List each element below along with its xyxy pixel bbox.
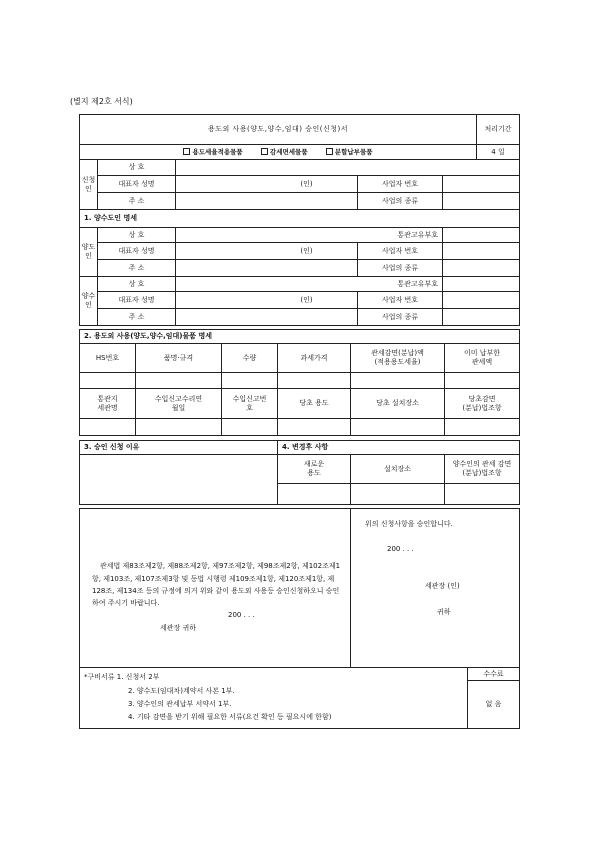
checkbox-option[interactable]: 분할납부물품 — [326, 148, 373, 156]
header-hs-code: HS번호 — [80, 344, 136, 373]
label-trade-name: 상 호 — [98, 228, 176, 243]
request-block — [80, 509, 351, 668]
transferor-address-field[interactable] — [176, 260, 358, 277]
label-business-type: 사업의 종류 — [358, 260, 443, 277]
checkbox-icon[interactable] — [183, 148, 190, 155]
customs-office-field[interactable] — [80, 419, 136, 436]
original-law-field[interactable] — [445, 419, 520, 436]
applicant-trade-name-field[interactable] — [176, 160, 520, 176]
parties-table — [79, 159, 520, 326]
section34-table — [79, 440, 520, 505]
declaration-no-field[interactable] — [222, 419, 278, 436]
section1-heading: 1. 양수도인 명세 — [80, 210, 520, 228]
header-original-law: 당초감면 (분납)법조항 — [445, 389, 520, 419]
header-declaration-no: 수입신고번 호 — [222, 389, 278, 419]
item-spec-field[interactable] — [136, 373, 222, 389]
processing-days: 4 일 — [477, 145, 520, 160]
label-business-no: 사업자 번호 — [358, 243, 443, 260]
documents-table — [79, 667, 520, 729]
section2-heading: 2. 용도외 사용(양도,양수,임대)물품 명세 — [80, 330, 520, 344]
header-new-use: 새로운 용도 — [278, 455, 351, 484]
label-business-no: 사업자 번호 — [358, 292, 443, 309]
form-number: (별지 제2호 서식) — [70, 97, 133, 106]
section3-heading: 3. 승인 신청 이유 — [80, 441, 278, 455]
applicant-business-type-field[interactable] — [443, 193, 520, 210]
applicant-representative-field[interactable] — [176, 176, 358, 193]
applicant-business-no-field[interactable] — [443, 176, 520, 193]
checkbox-row — [80, 145, 477, 160]
request-date: 200 . . . — [228, 611, 255, 620]
transferee-address-field[interactable] — [176, 309, 358, 326]
label-business-no: 사업자 번호 — [358, 176, 443, 193]
acceptance-date-field[interactable] — [136, 419, 222, 436]
transferee-label: 양수인 — [80, 277, 98, 326]
approval-text: 위의 신청사항을 승인합니다. — [365, 520, 453, 528]
approval-date: 200 . . . — [387, 545, 414, 554]
request-table — [79, 508, 520, 668]
quantity-field[interactable] — [222, 373, 278, 389]
taxable-value-field[interactable] — [278, 373, 351, 389]
header-item-spec: 품명·규격 — [136, 344, 222, 373]
header-reduction-amount: 관세감면(분납)액 (적용용도세율) — [351, 344, 445, 373]
section2-table — [79, 329, 520, 436]
approval-addressee: 귀하 — [437, 607, 451, 616]
document-item: 3. 양수인의 관세납부 서약서 1부. — [128, 700, 232, 708]
header-taxable-value: 과세가격 — [278, 344, 351, 373]
checkbox-option[interactable]: 용도세율적용물품 — [183, 148, 242, 156]
label-address: 주 소 — [98, 260, 176, 277]
transferor-representative-field[interactable] — [176, 243, 358, 260]
label-business-type: 사업의 종류 — [358, 309, 443, 326]
header-customs-office: 통관지 세관명 — [80, 389, 136, 419]
transferee-customs-no-field[interactable] — [443, 277, 520, 292]
reason-field[interactable] — [80, 455, 278, 505]
processing-label: 처리기간 — [477, 115, 520, 145]
transferor-business-no-field[interactable] — [443, 243, 520, 260]
header-original-location: 당초 설치장소 — [351, 389, 445, 419]
seal-mark: (인) — [300, 179, 313, 188]
hs-code-field[interactable] — [80, 373, 136, 389]
label-address: 주 소 — [98, 309, 176, 326]
document-item: 2. 양수도(임대차)계약서 사본 1부. — [128, 686, 235, 695]
header-acceptance-date: 수입신고수리연 월일 — [136, 389, 222, 419]
applicant-address-field[interactable] — [176, 193, 358, 210]
label-representative: 대표자 성명 — [98, 292, 176, 309]
original-location-field[interactable] — [351, 419, 445, 436]
transferor-label: 양도인 — [80, 228, 98, 277]
header-table — [79, 114, 520, 160]
transferee-representative-field[interactable] — [176, 292, 358, 309]
fee-value: 없 음 — [468, 681, 520, 729]
form-title: 용도외 사용(양도,양수,임대) 승인(신청)서 — [80, 115, 477, 145]
document-item: 4. 기타 감면을 받기 위해 필요한 서류(요건 확인 등 필요시에 한함) — [128, 713, 332, 722]
transferee-business-no-field[interactable] — [443, 292, 520, 309]
transferee-business-type-field[interactable] — [443, 309, 520, 326]
transferee-trade-name-field[interactable]: 통관고유부호 — [176, 277, 443, 292]
header-paid-duty: 이미 납부한 관세액 — [445, 344, 520, 373]
checkbox-icon[interactable] — [261, 148, 268, 155]
paid-duty-field[interactable] — [445, 373, 520, 389]
documents-list — [80, 668, 468, 729]
approval-signer: 세관장 (인) — [425, 582, 460, 591]
header-transferee-law: 양수인의 관세 감면 (분납)법조항 — [445, 455, 520, 484]
transferor-customs-no-field[interactable] — [443, 228, 520, 243]
reduction-amount-field[interactable] — [351, 373, 445, 389]
label-trade-name: 상 호 — [98, 160, 176, 176]
transferor-trade-name-field[interactable]: 통관고유부호 — [176, 228, 443, 243]
section4-heading: 4. 변경후 사항 — [278, 441, 520, 455]
seal-mark: (인) — [300, 246, 313, 255]
fee-label: 수수료 — [468, 668, 520, 681]
transferee-law-field[interactable] — [445, 484, 520, 505]
document-item: *구비서류 1. 신청서 2부 — [84, 673, 160, 682]
applicant-label: 신청인 — [80, 160, 98, 210]
label-representative: 대표자 성명 — [98, 176, 176, 193]
checkbox-icon[interactable] — [326, 148, 333, 155]
seal-mark: (인) — [300, 295, 313, 304]
header-original-use: 당초 용도 — [278, 389, 351, 419]
label-representative: 대표자 성명 — [98, 243, 176, 260]
install-location-field[interactable] — [351, 484, 445, 505]
header-install-location: 설치장소 — [351, 455, 445, 484]
label-business-type: 사업의 종류 — [358, 193, 443, 210]
approval-block — [351, 509, 520, 668]
request-addressee: 세관장 귀하 — [160, 623, 197, 632]
original-use-field[interactable] — [278, 419, 351, 436]
request-text: 관세법 제83조제2항, 제88조제2항, 제97조제2항, 제98조제2항, 제102조제1항, 제103조, 제107조제3항 및 동법 시행령 제109조제1항, 제120조제1항, 제128조, 제134조 등의 규정에 의거 위와 같이 용도외 사용등 승인신청하오니 승인하여 주시기 바랍니다. — [92, 562, 341, 607]
header-quantity: 수량 — [222, 344, 278, 373]
label-address: 주 소 — [98, 193, 176, 210]
transferor-business-type-field[interactable] — [443, 260, 520, 277]
new-use-field[interactable] — [278, 484, 351, 505]
label-trade-name: 상 호 — [98, 277, 176, 292]
checkbox-option[interactable]: 감세면세물품 — [261, 148, 308, 156]
